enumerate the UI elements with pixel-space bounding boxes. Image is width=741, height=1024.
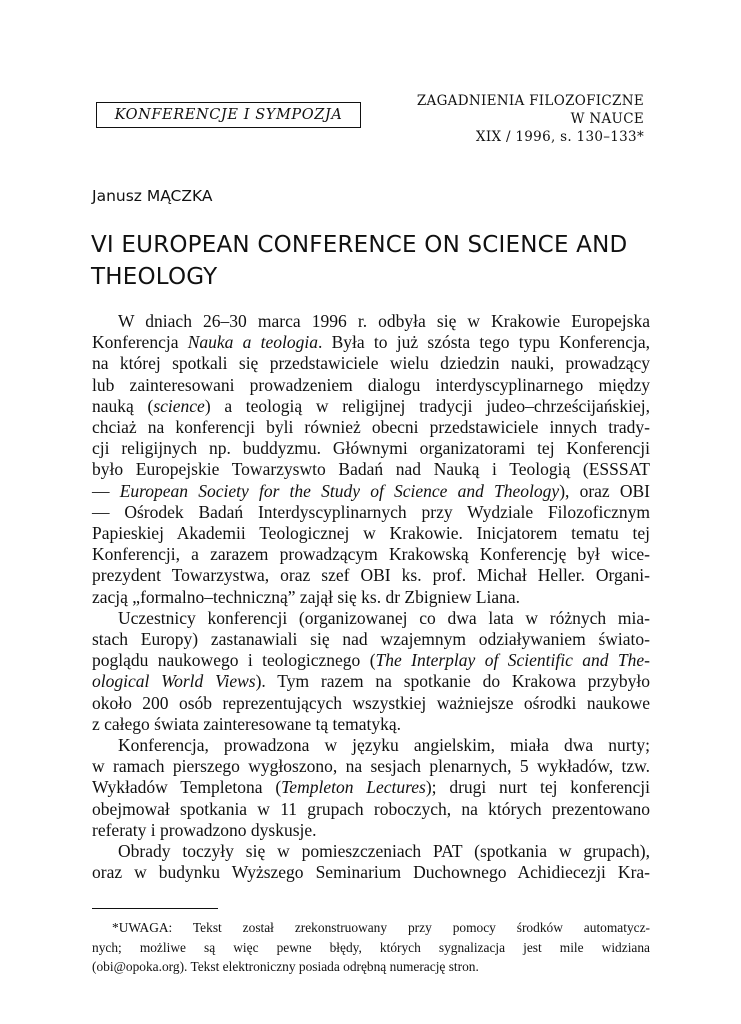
text-line: około 200 osób reprezentujących wszystkiej ważniejsze ośrodki naukowe [92,692,650,713]
text-line: zacją „formalno–techniczną” zajął się ks. dr Zbigniew Liana. [92,586,521,607]
section-label: KONFERENCJE I SYMPOZJA [96,102,361,128]
article-title: VI EUROPEAN CONFERENCE ON SCIENCE AND THEOLOGY [91,232,628,290]
text-line: Obrady toczyły się w pomieszczeniach PAT (spotkania w grupach), [118,841,650,862]
text-line: Papieskiej Akademii Teologicznej w Krakowie. Inicjatorem tematu tej [92,523,650,544]
text-line: z całego świata zainteresowane tą tematyką. [92,713,402,734]
text-line: referaty i prowadzono dyskusje. [92,819,317,840]
text-line: było Europejskie Towarzyswto Badań nad Nauką i Teologią (ESSSAT [92,459,650,480]
paragraph [92,841,650,883]
footnote [92,918,650,977]
emphasis: ological World Views [92,671,256,692]
text-line: na której spotkali się przedstawiciele wielu dziedzin nauki, prowadzący [92,353,650,374]
emphasis: European Society for the Study of Science and Theology [119,480,560,501]
text-line: Konferencja Nauka a teologia. Była to już szósta tego typu Konferencja, [92,332,650,353]
footnote-line: nych; możliwe są więc pewne błędy, których sygnalizacja jest mile widziana [92,939,650,955]
text-line: oraz w budynku Wyższego Seminarium Duchownego Achidiecezji Kra- [92,862,650,883]
text-line: cji religijnych np. buddyzmu. Głównymi organizatorami tej Konferencji [92,438,650,459]
author-name: Janusz MĄCZKA [92,187,213,205]
paragraph [92,735,650,841]
footnote-divider [92,908,218,909]
text-line: — European Society for the Study of Science and Theology), oraz OBI [92,480,651,501]
text-line: prezydent Towarzystwa, oraz szef OBI ks. prof. Michał Heller. Organi- [92,565,650,586]
text-line: poglądu naukowego i teologicznego (The Interplay of Scientific and The- [92,650,650,671]
emphasis: The Interplay of Scientific and The- [375,650,650,671]
text-line: ological World Views). Tym razem na spotkanie do Krakowa przybyło [92,671,651,692]
text-line: nauką (science) a teologią w religijnej tradycji judeo–chrześcijańskiej, [92,395,650,416]
footnote-line: *UWAGA: Tekst został zrekonstruowany przy pomocy środków automatycz- [112,920,650,935]
paragraph [92,311,650,608]
footnote-line: (obi@opoka.org). Tekst elektroniczny posiada odrębną numerację stron. [92,959,479,974]
text-line: lub zainteresowani prowadzeniem dialogu interdyscyplinarnego między [92,374,650,395]
text-line: obejmował spotkania w 11 grupach roboczych, na których prezentowano [92,798,650,819]
journal-name-cont: W NAUCE [570,111,644,127]
text-line: Konferencji, a zarazem prowadzącym Krakowską Konferencję był wice- [92,544,650,565]
emphasis: Nauka a teologia [187,332,318,353]
text-line: Konferencja, prowadzona w języku angielskim, miała dwa nurty; [118,735,650,756]
text-line: — Ośrodek Badań Interdyscyplinarnych przy Wydziale Filozoficznym [92,501,650,522]
journal-info [417,92,644,146]
text-line: W dniach 26–30 marca 1996 r. odbyła się w Krakowie Europejska [118,311,650,331]
text-line: chciaż na konferencji byli również obecni przedstawiciele innych trady- [92,417,650,438]
text-line: Uczestnicy konferencji (organizowanej co dwa lata w różnych mia- [118,607,650,628]
journal-name: ZAGADNIENIA FILOZOFICZNE [416,93,644,109]
text-line: w ramach pierszego wygłoszono, na sesjach plenarnych, 5 wykładów, tzw. [92,756,650,777]
text-line: Wykładów Templetona (Templeton Lectures); drugi nurt tej konferencji [92,777,650,798]
emphasis: Templeton Lectures [281,777,426,798]
emphasis: science [153,395,205,416]
paragraph [92,608,650,735]
text-line: stach Europy) zastanawiali się nad wzajemnym odziaływaniem świato- [92,629,650,650]
journal-issue: XIX / 1996, s. 130–133* [475,129,644,145]
article-body [92,311,650,883]
